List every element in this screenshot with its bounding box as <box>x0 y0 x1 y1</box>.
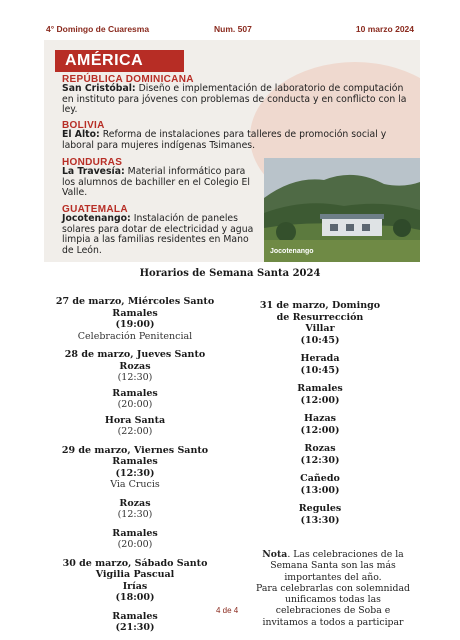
page-header <box>46 24 414 38</box>
location: Irías <box>122 580 148 592</box>
celebration-note: Celebración Penitencial <box>77 330 193 342</box>
project-guatemala: Jocotenango: Instalación de paneles solares para dotar de electricidad y agua limpia a las familias residentes en Mano de León. <box>62 213 254 256</box>
location: Herada <box>300 353 340 364</box>
schedule-note <box>252 549 414 628</box>
time: (13:00) <box>300 484 340 496</box>
location: Ramales <box>297 383 343 394</box>
project-honduras: La Travesía: Material informático para los alumnos de bachiller en el Colegio El Valle. <box>62 166 250 198</box>
header-date: 10 marzo 2024 <box>355 24 414 34</box>
celebration-note: Via Crucis <box>110 479 160 490</box>
time: (12:30) <box>117 372 153 383</box>
note-label: Nota <box>262 549 288 560</box>
time: (13:30) <box>300 514 340 526</box>
jocotenango-photo <box>264 158 420 262</box>
country-guatemala: GUATEMALA <box>62 204 128 215</box>
time: (20:00) <box>117 539 153 550</box>
time: (22:00) <box>117 426 153 437</box>
country-dominican-republic: REPÚBLICA DOMINICANA <box>62 74 194 85</box>
location: Ramales <box>112 387 158 399</box>
day-heading: 27 de marzo, Miércoles Santo <box>55 296 215 307</box>
schedule-left-column <box>50 296 220 634</box>
country-bolivia: BOLIVIA <box>62 120 105 131</box>
time: (21:30) <box>115 622 155 633</box>
header-number: Num. 507 <box>214 24 252 34</box>
location: Regules <box>298 503 342 514</box>
schedule-right-column <box>245 300 395 526</box>
location: Ramales <box>112 610 158 622</box>
location: Ramales <box>112 527 158 539</box>
celebration-name: Vigilia Pascual <box>95 569 175 580</box>
location: Rozas <box>119 497 151 509</box>
time: (20:00) <box>117 399 153 410</box>
photo-caption: Jocotenango <box>270 248 314 255</box>
project-dominican-republic: San Cristóbal: Diseño e implementación de laboratorio de computación en instituto para jóvenes con problemas de conducta y en conflicto con la ley. <box>62 83 407 115</box>
time: (12:00) <box>300 424 340 436</box>
time: (18:00) <box>115 592 155 603</box>
time: (10:45) <box>300 364 340 376</box>
location: Hora Santa <box>104 414 166 426</box>
day-heading: 29 de marzo, Viernes Santo <box>61 444 209 456</box>
location: Ramales <box>112 307 158 319</box>
day-heading-line2: de Resurrección <box>276 311 364 323</box>
day-heading: 30 de marzo, Sábado Santo <box>62 557 208 569</box>
location: Villar <box>305 323 335 334</box>
time: (12:30) <box>300 454 340 466</box>
day-heading: 31 de marzo, Domingo <box>259 300 381 311</box>
time: (10:45) <box>300 334 340 346</box>
time: (19:00) <box>115 319 155 330</box>
location: Rozas <box>304 443 336 454</box>
project-bolivia: El Alto: Reforma de instalaciones para talleres de promoción social y laboral para mujeres indígenas Tsimanes. <box>62 129 387 151</box>
location: Hazas <box>303 413 337 424</box>
time: (12:30) <box>117 509 153 520</box>
time: (12:30) <box>115 467 155 479</box>
note-text: . Las celebraciones de la Semana Santa son las más importantes del año. <box>270 549 404 583</box>
schedule-title: Horarios de Semana Santa 2024 <box>139 268 321 279</box>
country-honduras: HONDURAS <box>62 157 123 168</box>
page-number: 4 de 4 <box>216 606 239 615</box>
banner-heading: AMÉRICA <box>55 50 184 72</box>
location: Cañedo <box>300 473 340 484</box>
america-projects-banner <box>44 40 420 262</box>
note-text-2: Para celebrarlas con solemnidad unificamos todas las celebraciones de Soba e invitamos a todos a participar <box>256 582 410 628</box>
header-sunday: 4° Domingo de Cuaresma <box>46 24 150 34</box>
day-heading: 28 de marzo, Jueves Santo <box>64 349 206 360</box>
location: Ramales <box>112 456 158 467</box>
time: (12:00) <box>300 394 340 406</box>
location: Rozas <box>119 360 151 372</box>
landscape-image <box>264 158 420 262</box>
